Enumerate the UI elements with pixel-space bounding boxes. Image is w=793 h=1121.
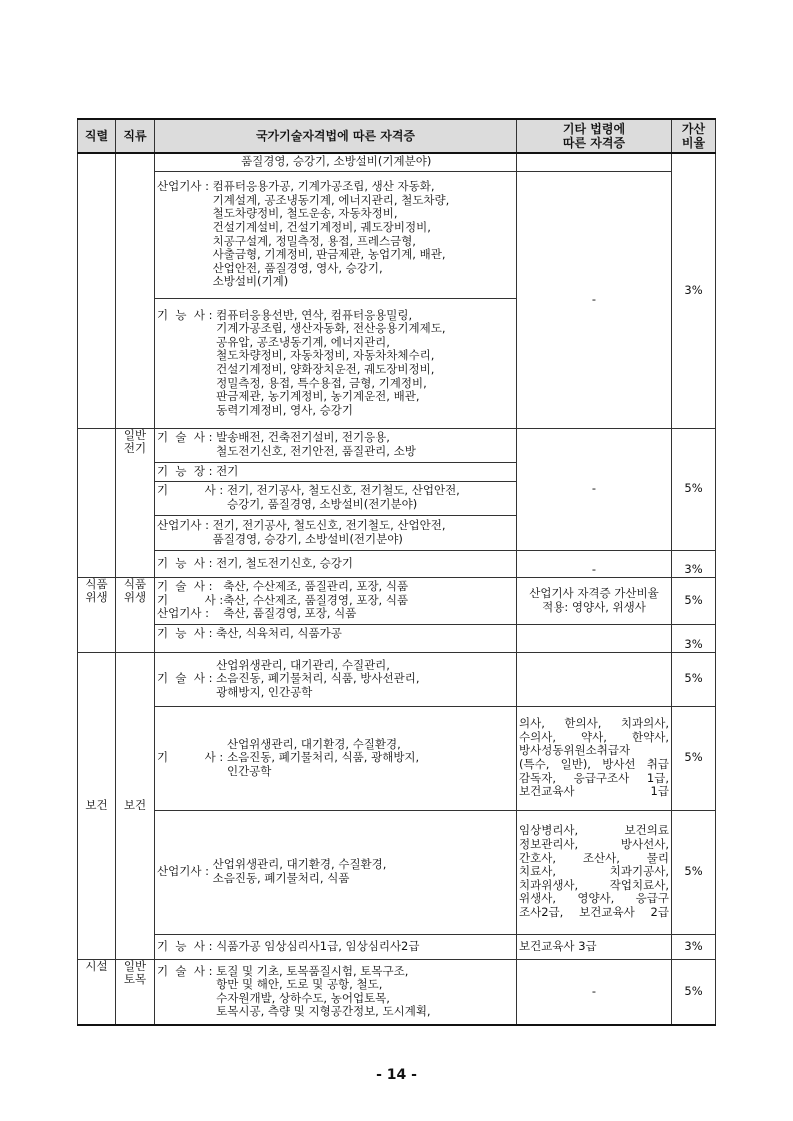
table-row <box>78 624 716 652</box>
cert-cell: 기 능 사 : 전기, 철도전기신호, 승강기 <box>155 550 517 577</box>
header-national-cert: 국가기술자격법에 따른 자격증 <box>155 119 517 153</box>
table-row <box>78 428 716 462</box>
cert-cell: 산업기사 : 산업위생관리, 대기환경, 수질환경, 소음진동, 폐기물처리, 식품 <box>155 810 517 934</box>
header-series: 직렬 <box>78 119 116 153</box>
cert-cell: 품질경영, 승강기, 소방설비(기계분야) <box>155 153 517 171</box>
rate-cell: 5% <box>672 706 716 810</box>
cert-cell: 기 능 사 : 컴퓨터응용선반, 연삭, 컴퓨터응용밀링, 기계가공조립, 생산자동화, 전산응용기계제도, 공유압, 공조냉동기계, 에너지관리, 철도차량정비, 자동차정비, 자동차차체수리, 건설기계정비, 양화장치운전, 궤도장비정비, 정밀측정, 용접, 특수용접, 금형, 기계정비, 판금제관, 농기계정비, 농기계운전, 배관, 동력기계정비, 영사, 승강기 <box>155 298 517 428</box>
cert-cell: 산업기사 : 전기, 전기공사, 철도신호, 전기철도, 산업안전, 품질경영, 승강기, 소방설비(전기분야) <box>155 515 517 550</box>
other-cert-cell: - <box>517 428 672 550</box>
cert-cell: 기 능 장 : 전기 <box>155 462 517 481</box>
other-cert-cell <box>517 153 672 171</box>
series-cell-electric <box>78 428 116 577</box>
header-other-cert: 기타 법령에 따른 자격증 <box>517 119 672 153</box>
table-row <box>78 652 716 706</box>
cert-cell: 기 술 사 : 토질 및 기초, 토목품질시험, 토목구조, 항만 및 해안, 도로 및 공항, 철도, 수자원개발, 상하수도, 농어업토목, 토목시공, 측량 및 지형공간정보, 도시계획, <box>155 959 517 1025</box>
class-cell-health: 보건 <box>116 652 155 959</box>
other-cert-cell: 의사, 한의사, 치과의사, 수의사, 약사, 한약사, 방사성동위원소취급자 (특수, 일반), 방사선 취급 감독자, 응급구조사 1급, 보건교육사 1급 <box>517 706 672 810</box>
other-cert-cell: - <box>517 959 672 1025</box>
other-cert-cell: - <box>517 171 672 428</box>
rate-cell: 5% <box>672 810 716 934</box>
table-row <box>78 153 716 171</box>
header-bonus-rate: 가산 비율 <box>672 119 716 153</box>
table-row <box>78 810 716 934</box>
rate-cell: 3% <box>672 624 716 652</box>
header-class: 직류 <box>116 119 155 153</box>
class-cell-machine <box>116 153 155 428</box>
cert-cell: 기 술 사 : 발송배전, 건축전기설비, 전기응용, 철도전기신호, 전기안전, 품질관리, 소방 <box>155 428 517 462</box>
other-cert-cell: 산업기사 자격증 가산비율 적용: 영양사, 위생사 <box>517 577 672 624</box>
qualification-table <box>77 118 716 1026</box>
rate-cell: 5% <box>672 428 716 550</box>
table-row <box>78 934 716 959</box>
cert-cell: 기 능 사 : 축산, 식육처리, 식품가공 <box>155 624 517 652</box>
page-number: - 14 - <box>376 1067 417 1083</box>
other-cert-cell: 보건교육사 3급 <box>517 934 672 959</box>
table-header-row <box>78 119 716 153</box>
table-row <box>78 577 716 624</box>
class-cell-food: 식품 위생 <box>116 577 155 652</box>
table-row <box>78 706 716 810</box>
series-cell-facility: 시설 <box>78 959 116 1025</box>
cert-cell: 기 술 사 : 기 사 : 산업기사 : 축산, 수산제조, 품질관리, 포장, 식품 축산, 수산제조, 품질경영, 포장, 식품 축산, 품질경영, 포장, 식품 <box>155 577 517 624</box>
other-cert-cell <box>517 624 672 652</box>
other-cert-cell: - <box>517 550 672 577</box>
cert-cell: 기 능 사 : 식품가공 임상심리사1급, 임상심리사2급 <box>155 934 517 959</box>
series-cell-machine <box>78 153 116 428</box>
table-row <box>78 550 716 577</box>
other-cert-cell: 임상병리사, 보건의료 정보관리사, 방사선사, 간호사, 조산사, 물리 치료사, 치과기공사, 치과위생사, 작업치료사, 위생사, 영양사, 응급구 조사2급, 보건교육사 2급 <box>517 810 672 934</box>
class-cell-general-electric: 일반 전기 <box>116 428 155 577</box>
rate-cell: 3% <box>672 153 716 428</box>
rate-cell: 3% <box>672 550 716 577</box>
cert-cell: 산업기사 : 컴퓨터응용가공, 기계가공조립, 생산 자동화, 기계설계, 공조냉동기계, 에너지관리, 철도차량, 철도차량정비, 철도운송, 자동차정비, 건설기계설비, 건설기계정비, 궤도장비정비, 치공구설계, 정밀측정, 용접, 프레스금형, 사출금형, 기계정비, 판금제관, 농업기계, 배관, 산업안전, 품질경영, 영사, 승강기, 소방설비(기계) <box>155 171 517 298</box>
other-cert-cell <box>517 652 672 706</box>
series-cell-food: 식품 위생 <box>78 577 116 652</box>
rate-cell: 3% <box>672 934 716 959</box>
rate-cell: 5% <box>672 577 716 624</box>
cert-cell: 기 사 : 전기, 전기공사, 철도신호, 전기철도, 산업안전, 승강기, 품질경영, 소방설비(전기분야) <box>155 481 517 515</box>
cert-cell: 기 사 : 산업위생관리, 대기환경, 수질환경, 소음진동, 폐기물처리, 식품, 광해방지, 인간공학 <box>155 706 517 810</box>
rate-cell: 5% <box>672 959 716 1025</box>
class-cell-civil: 일반 토목 <box>116 959 155 1025</box>
series-cell-health: 보건 <box>78 652 116 959</box>
cert-cell: 기 술 사 : 산업위생관리, 대기관리, 수질관리, 소음진동, 폐기물처리, 식품, 방사선관리, 광해방지, 인간공학 <box>155 652 517 706</box>
rate-cell: 5% <box>672 652 716 706</box>
table-row <box>78 959 716 1025</box>
table-row <box>78 171 716 298</box>
